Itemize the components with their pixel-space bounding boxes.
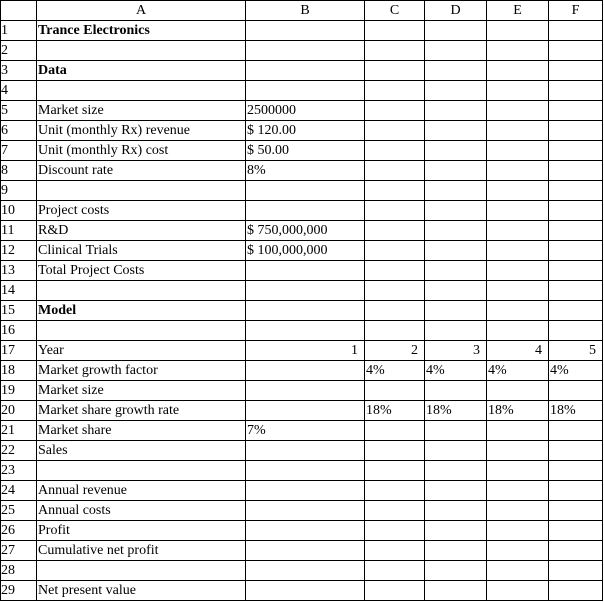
cell-f15[interactable] (549, 301, 603, 321)
cell-d10[interactable] (425, 201, 487, 221)
cell-c2[interactable] (365, 41, 425, 61)
cell-d29[interactable] (425, 581, 487, 601)
cell-d5[interactable] (425, 101, 487, 121)
cell-b16[interactable] (246, 321, 365, 341)
cell-a15[interactable]: Model (37, 301, 246, 321)
table-row (1, 581, 603, 601)
cell-c1[interactable] (365, 21, 425, 41)
column-header-c[interactable]: C (365, 1, 425, 21)
row-header[interactable]: 7 (1, 141, 37, 161)
cell-e13[interactable] (487, 261, 549, 281)
cell-e2[interactable] (487, 41, 549, 61)
table-row (1, 201, 603, 221)
cell-e10[interactable] (487, 201, 549, 221)
cell-a12[interactable]: Clinical Trials (37, 241, 246, 261)
cell-d13[interactable] (425, 261, 487, 281)
row-header[interactable]: 8 (1, 161, 37, 181)
cell-f13[interactable] (549, 261, 603, 281)
cell-e20[interactable]: 18% (487, 401, 549, 421)
cell-c10[interactable] (365, 201, 425, 221)
cell-a22[interactable]: Sales (37, 441, 246, 461)
cell-a13[interactable]: Total Project Costs (37, 261, 246, 281)
column-header-f[interactable]: F (549, 1, 603, 21)
column-header-b[interactable]: B (246, 1, 365, 21)
cell-a2[interactable] (37, 41, 246, 61)
cell-b23[interactable] (246, 461, 365, 481)
cell-b24[interactable] (246, 481, 365, 501)
cell-e19[interactable] (487, 381, 549, 401)
row-header[interactable]: 3 (1, 61, 37, 81)
table-row (1, 41, 603, 61)
cell-e4[interactable] (487, 81, 549, 101)
cell-d24[interactable] (425, 481, 487, 501)
table-row (1, 461, 603, 481)
cell-f18[interactable]: 4% (549, 361, 603, 381)
cell-f14[interactable] (549, 281, 603, 301)
cell-b12[interactable]: $ 100,000,000 (246, 241, 365, 261)
row-header[interactable]: 5 (1, 101, 37, 121)
cell-d8[interactable] (425, 161, 487, 181)
cell-c18[interactable]: 4% (365, 361, 425, 381)
row-header[interactable]: 23 (1, 461, 37, 481)
cell-e29[interactable] (487, 581, 549, 601)
cell-a7[interactable]: Unit (monthly Rx) cost (37, 141, 246, 161)
row-header[interactable]: 27 (1, 541, 37, 561)
cell-e5[interactable] (487, 101, 549, 121)
cell-f21[interactable] (549, 421, 603, 441)
cell-f12[interactable] (549, 241, 603, 261)
cell-b22[interactable] (246, 441, 365, 461)
cell-d7[interactable] (425, 141, 487, 161)
cell-b17[interactable]: 1 (246, 341, 365, 361)
cell-f3[interactable] (549, 61, 603, 81)
row-header[interactable]: 26 (1, 521, 37, 541)
cell-f27[interactable] (549, 541, 603, 561)
cell-d6[interactable] (425, 121, 487, 141)
cell-e11[interactable] (487, 221, 549, 241)
cell-c7[interactable] (365, 141, 425, 161)
cell-b9[interactable] (246, 181, 365, 201)
cell-f7[interactable] (549, 141, 603, 161)
row-header[interactable]: 9 (1, 181, 37, 201)
cell-f10[interactable] (549, 201, 603, 221)
cell-c23[interactable] (365, 461, 425, 481)
table-row (1, 281, 603, 301)
table-row (1, 301, 603, 321)
cell-d19[interactable] (425, 381, 487, 401)
row-header[interactable]: 16 (1, 321, 37, 341)
table-row (1, 401, 603, 421)
cell-c9[interactable] (365, 181, 425, 201)
cell-a1[interactable]: Trance Electronics (37, 21, 246, 41)
table-row (1, 181, 603, 201)
cell-b8[interactable]: 8% (246, 161, 365, 181)
table-row (1, 221, 603, 241)
cell-b26[interactable] (246, 521, 365, 541)
select-all-corner[interactable] (1, 1, 37, 21)
cell-f23[interactable] (549, 461, 603, 481)
cell-a10[interactable]: Project costs (37, 201, 246, 221)
cell-d28[interactable] (425, 561, 487, 581)
row-header[interactable]: 28 (1, 561, 37, 581)
cell-e21[interactable] (487, 421, 549, 441)
cell-a29[interactable]: Net present value (37, 581, 246, 601)
cell-b7[interactable]: $ 50.00 (246, 141, 365, 161)
table-row (1, 21, 603, 41)
table-row (1, 121, 603, 141)
cell-b15[interactable] (246, 301, 365, 321)
cell-d26[interactable] (425, 521, 487, 541)
cell-f4[interactable] (549, 81, 603, 101)
cell-a8[interactable]: Discount rate (37, 161, 246, 181)
cell-c12[interactable] (365, 241, 425, 261)
cell-f28[interactable] (549, 561, 603, 581)
cell-b1[interactable] (246, 21, 365, 41)
cell-e25[interactable] (487, 501, 549, 521)
row-header[interactable]: 18 (1, 361, 37, 381)
table-row (1, 261, 603, 281)
table-row (1, 541, 603, 561)
cell-d2[interactable] (425, 41, 487, 61)
cell-f1[interactable] (549, 21, 603, 41)
cell-d1[interactable] (425, 21, 487, 41)
row-header[interactable]: 12 (1, 241, 37, 261)
table-row (1, 341, 603, 361)
row-header[interactable]: 13 (1, 261, 37, 281)
cell-b27[interactable] (246, 541, 365, 561)
cell-c28[interactable] (365, 561, 425, 581)
cell-b25[interactable] (246, 501, 365, 521)
cell-b13[interactable] (246, 261, 365, 281)
cell-e7[interactable] (487, 141, 549, 161)
cell-a16[interactable] (37, 321, 246, 341)
cell-b6[interactable]: $ 120.00 (246, 121, 365, 141)
cell-f11[interactable] (549, 221, 603, 241)
cell-d12[interactable] (425, 241, 487, 261)
cell-b29[interactable] (246, 581, 365, 601)
cell-d21[interactable] (425, 421, 487, 441)
table-row (1, 441, 603, 461)
cell-b21[interactable]: 7% (246, 421, 365, 441)
cell-c16[interactable] (365, 321, 425, 341)
cell-c27[interactable] (365, 541, 425, 561)
cell-a4[interactable] (37, 81, 246, 101)
row-header[interactable]: 21 (1, 421, 37, 441)
cell-b5[interactable]: 2500000 (246, 101, 365, 121)
cell-b11[interactable]: $ 750,000,000 (246, 221, 365, 241)
cell-f29[interactable] (549, 581, 603, 601)
cell-e15[interactable] (487, 301, 549, 321)
cell-d4[interactable] (425, 81, 487, 101)
cell-d15[interactable] (425, 301, 487, 321)
row-header[interactable]: 4 (1, 81, 37, 101)
cell-a9[interactable] (37, 181, 246, 201)
cell-b19[interactable] (246, 381, 365, 401)
cell-a17[interactable]: Year (37, 341, 246, 361)
cell-a21[interactable]: Market share (37, 421, 246, 441)
table-row (1, 241, 603, 261)
cell-a20[interactable]: Market share growth rate (37, 401, 246, 421)
table-row (1, 501, 603, 521)
cell-e8[interactable] (487, 161, 549, 181)
cell-d17[interactable]: 3 (425, 341, 487, 361)
cell-c6[interactable] (365, 121, 425, 141)
cell-f2[interactable] (549, 41, 603, 61)
row-header[interactable]: 10 (1, 201, 37, 221)
cell-b18[interactable] (246, 361, 365, 381)
cell-d23[interactable] (425, 461, 487, 481)
cell-c21[interactable] (365, 421, 425, 441)
row-header[interactable]: 19 (1, 381, 37, 401)
cell-a6[interactable]: Unit (monthly Rx) revenue (37, 121, 246, 141)
row-header[interactable]: 1 (1, 21, 37, 41)
cell-d3[interactable] (425, 61, 487, 81)
cell-f8[interactable] (549, 161, 603, 181)
cell-a27[interactable]: Cumulative net profit (37, 541, 246, 561)
cell-b4[interactable] (246, 81, 365, 101)
cell-e28[interactable] (487, 561, 549, 581)
cell-c29[interactable] (365, 581, 425, 601)
cell-e6[interactable] (487, 121, 549, 141)
cell-c25[interactable] (365, 501, 425, 521)
cell-e24[interactable] (487, 481, 549, 501)
table-row (1, 161, 603, 181)
cell-a19[interactable]: Market size (37, 381, 246, 401)
cell-e14[interactable] (487, 281, 549, 301)
cell-f20[interactable]: 18% (549, 401, 603, 421)
cell-c5[interactable] (365, 101, 425, 121)
cell-c14[interactable] (365, 281, 425, 301)
cell-d14[interactable] (425, 281, 487, 301)
table-row (1, 141, 603, 161)
cell-c4[interactable] (365, 81, 425, 101)
cell-a3[interactable]: Data (37, 61, 246, 81)
cell-e17[interactable]: 4 (487, 341, 549, 361)
row-header[interactable]: 24 (1, 481, 37, 501)
cell-e1[interactable] (487, 21, 549, 41)
cell-d16[interactable] (425, 321, 487, 341)
table-row (1, 481, 603, 501)
cell-b3[interactable] (246, 61, 365, 81)
table-row (1, 361, 603, 381)
cell-c19[interactable] (365, 381, 425, 401)
cell-a18[interactable]: Market growth factor (37, 361, 246, 381)
row-header[interactable]: 14 (1, 281, 37, 301)
cell-c8[interactable] (365, 161, 425, 181)
row-header[interactable]: 20 (1, 401, 37, 421)
row-header[interactable]: 2 (1, 41, 37, 61)
cell-f16[interactable] (549, 321, 603, 341)
column-header-e[interactable]: E (487, 1, 549, 21)
table-row (1, 421, 603, 441)
cell-c20[interactable]: 18% (365, 401, 425, 421)
cell-c11[interactable] (365, 221, 425, 241)
cell-a24[interactable]: Annual revenue (37, 481, 246, 501)
cell-a25[interactable]: Annual costs (37, 501, 246, 521)
cell-e3[interactable] (487, 61, 549, 81)
cell-d11[interactable] (425, 221, 487, 241)
cell-b14[interactable] (246, 281, 365, 301)
cell-b20[interactable] (246, 401, 365, 421)
cell-a28[interactable] (37, 561, 246, 581)
table-row (1, 561, 603, 581)
cell-e16[interactable] (487, 321, 549, 341)
table-row (1, 61, 603, 81)
cell-e22[interactable] (487, 441, 549, 461)
cell-f25[interactable] (549, 501, 603, 521)
cell-e23[interactable] (487, 461, 549, 481)
cell-e9[interactable] (487, 181, 549, 201)
table-row (1, 81, 603, 101)
row-header[interactable]: 29 (1, 581, 37, 601)
cell-a11[interactable]: R&D (37, 221, 246, 241)
cell-c17[interactable]: 2 (365, 341, 425, 361)
table-row (1, 101, 603, 121)
cell-b10[interactable] (246, 201, 365, 221)
row-header[interactable]: 6 (1, 121, 37, 141)
table-row (1, 381, 603, 401)
cell-a14[interactable] (37, 281, 246, 301)
cell-b28[interactable] (246, 561, 365, 581)
row-header[interactable]: 11 (1, 221, 37, 241)
cell-a5[interactable]: Market size (37, 101, 246, 121)
row-header[interactable]: 17 (1, 341, 37, 361)
cell-c24[interactable] (365, 481, 425, 501)
cell-d18[interactable]: 4% (425, 361, 487, 381)
cell-f19[interactable] (549, 381, 603, 401)
cell-d25[interactable] (425, 501, 487, 521)
cell-a26[interactable]: Profit (37, 521, 246, 541)
cell-c26[interactable] (365, 521, 425, 541)
row-header[interactable]: 15 (1, 301, 37, 321)
cell-c13[interactable] (365, 261, 425, 281)
cell-f17[interactable]: 5 (549, 341, 603, 361)
cell-e12[interactable] (487, 241, 549, 261)
cell-d27[interactable] (425, 541, 487, 561)
cell-a23[interactable] (37, 461, 246, 481)
column-header-d[interactable]: D (425, 1, 487, 21)
cell-d22[interactable] (425, 441, 487, 461)
cell-f24[interactable] (549, 481, 603, 501)
row-header[interactable]: 25 (1, 501, 37, 521)
cell-f26[interactable] (549, 521, 603, 541)
cell-e26[interactable] (487, 521, 549, 541)
cell-c3[interactable] (365, 61, 425, 81)
cell-b2[interactable] (246, 41, 365, 61)
row-header[interactable]: 22 (1, 441, 37, 461)
cell-f22[interactable] (549, 441, 603, 461)
table-row (1, 521, 603, 541)
cell-d9[interactable] (425, 181, 487, 201)
cell-e27[interactable] (487, 541, 549, 561)
cell-f6[interactable] (549, 121, 603, 141)
column-header-a[interactable]: A (37, 1, 246, 21)
column-header-row (1, 1, 603, 21)
cell-d20[interactable]: 18% (425, 401, 487, 421)
cell-f9[interactable] (549, 181, 603, 201)
table-row (1, 321, 603, 341)
cell-c15[interactable] (365, 301, 425, 321)
cell-e18[interactable]: 4% (487, 361, 549, 381)
cell-c22[interactable] (365, 441, 425, 461)
cell-f5[interactable] (549, 101, 603, 121)
